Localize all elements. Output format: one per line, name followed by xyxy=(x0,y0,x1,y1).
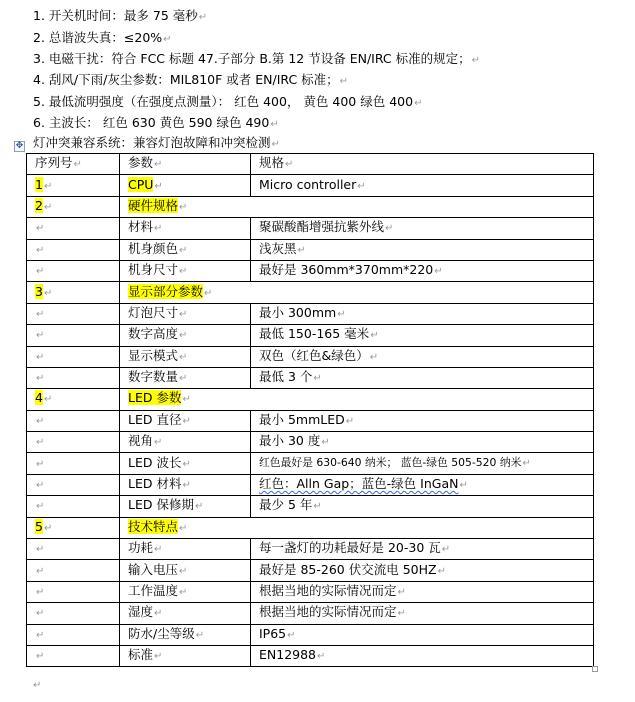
table-section-row xyxy=(27,517,594,538)
param-cell-text: LED 直径 xyxy=(128,411,182,427)
table-row xyxy=(27,539,594,560)
spec-cell: 最好是 85-260 伏交流电 50HZ↵ xyxy=(251,560,594,581)
table-header-row xyxy=(27,154,594,175)
spec-cell: Micro controller↵ xyxy=(251,175,594,196)
spec-table xyxy=(26,153,594,667)
table-row xyxy=(27,624,594,645)
spec-cell-text: IP65 xyxy=(259,625,287,641)
serial-cell: ↵ xyxy=(27,624,120,645)
serial-cell: ↵ xyxy=(27,410,120,431)
param-cell-text: 湿度 xyxy=(128,604,154,620)
spec-cell: 红色最好是 630-640 纳米； 蓝色-绿色 505-520 纳米↵ xyxy=(251,453,594,474)
table-row xyxy=(27,367,594,388)
spec-cell-text: 最小 30 度 xyxy=(259,433,321,449)
param-cell-text: 硬件规格 xyxy=(128,197,179,213)
serial-cell: ↵ xyxy=(27,581,120,602)
table-row xyxy=(27,175,594,196)
param-cell: LED 直径↵ xyxy=(120,410,251,431)
spec-cell-text: 最好是 360mm*370mm*220 xyxy=(259,262,434,278)
serial-cell: ↵ xyxy=(27,239,120,260)
spec-cell: 最好是 360mm*370mm*220↵ xyxy=(251,260,594,281)
param-cell-text: 视角 xyxy=(128,433,154,449)
table-section-row xyxy=(27,282,594,303)
spec-cell: IP65↵ xyxy=(251,624,594,645)
param-cell: 输入电压↵ xyxy=(120,560,251,581)
serial-cell: ↵ xyxy=(27,603,120,624)
spec-cell: 最低 150-165 毫米↵ xyxy=(251,325,594,346)
param-cell-text: LED 保修期 xyxy=(128,497,194,513)
intro-line: 3. 电磁干扰：符合 FCC 标题 47.子部分 B.第 12 节设备 EN/IRC 标准的规定；↵ xyxy=(33,51,480,66)
serial-cell: 4↵ xyxy=(27,389,120,410)
spec-cell: EN12988↵ xyxy=(251,645,594,666)
spec-cell-text: EN12988 xyxy=(259,647,317,663)
param-cell-text: LED 波长 xyxy=(128,454,182,470)
spec-cell: 最小 300mm↵ xyxy=(251,303,594,324)
param-cell: 数字数量↵ xyxy=(120,367,251,388)
serial-cell: ↵ xyxy=(27,303,120,324)
serial-cell: 5↵ xyxy=(27,517,120,538)
param-cell: 技术特点↵ xyxy=(120,517,594,538)
spec-cell-text: 红色：Alln Gap；蓝色-绿色 InGaN xyxy=(259,476,459,492)
param-cell-text: LED 材料 xyxy=(128,476,182,492)
table-row xyxy=(27,560,594,581)
spec-cell-text: 最小 300mm xyxy=(259,304,337,320)
spec-cell: 双色（红色&绿色）↵ xyxy=(251,346,594,367)
param-cell-text: 灯泡尺寸 xyxy=(128,304,179,320)
spec-cell: 根据当地的实际情况而定↵ xyxy=(251,581,594,602)
serial-cell: 2↵ xyxy=(27,196,120,217)
table-section-row xyxy=(27,389,594,410)
serial-cell: ↵ xyxy=(27,218,120,239)
intro-line: 灯冲突兼容系统：兼容灯泡故障和冲突检测↵ xyxy=(33,135,280,150)
table-row xyxy=(27,581,594,602)
param-cell: 材料↵ xyxy=(120,218,251,239)
serial-cell: ↵ xyxy=(27,496,120,517)
spec-cell-text: 根据当地的实际情况而定 xyxy=(259,604,397,620)
param-cell-text: 工作温度 xyxy=(128,583,179,598)
spec-cell-text: 红色最好是 630-640 纳米； 蓝色-绿色 505-520 纳米 xyxy=(259,456,522,470)
serial-cell: 1↵ xyxy=(27,175,120,196)
param-cell: 机身尺寸↵ xyxy=(120,260,251,281)
serial-cell: ↵ xyxy=(27,367,120,388)
intro-line: 2. 总谐波失真：≤20%↵ xyxy=(33,30,172,45)
param-cell: 视角↵ xyxy=(120,432,251,453)
param-cell: LED 波长↵ xyxy=(120,453,251,474)
table-row xyxy=(27,603,594,624)
table-row xyxy=(27,496,594,517)
param-cell-text: 机身颜色 xyxy=(128,240,179,256)
header-cell: 参数↵ xyxy=(120,154,251,175)
serial-cell: 3↵ xyxy=(27,282,120,303)
spec-cell: 红色：Alln Gap；蓝色-绿色 InGaN↵ xyxy=(251,474,594,495)
table-row xyxy=(27,645,594,666)
intro-line: 4. 刮风/下雨/灰尘参数：MIL810F 或者 EN/IRC 标准；↵ xyxy=(33,72,349,87)
serial-cell: ↵ xyxy=(27,645,120,666)
header-cell: 序列号↵ xyxy=(27,154,120,175)
table-row xyxy=(27,410,594,431)
serial-cell-text: 4 xyxy=(35,390,43,406)
spec-cell-text: Micro controller xyxy=(259,176,357,192)
param-cell-text: 数字数量 xyxy=(128,369,179,385)
param-cell-text: 机身尺寸 xyxy=(128,262,179,278)
spec-cell-text: 根据当地的实际情况而定 xyxy=(259,583,397,598)
serial-cell-text: 5 xyxy=(35,518,43,534)
table-row xyxy=(27,432,594,453)
intro-line: 5. 最低流明强度（在强度点测量）： 红色 400， 黄色 400 绿色 400↵ xyxy=(33,94,423,109)
spec-cell: 最少 5 年↵ xyxy=(251,496,594,517)
trailing-paragraph-mark: ↵ xyxy=(33,680,42,691)
param-cell-text: LED 参数 xyxy=(128,390,182,406)
serial-cell: ↵ xyxy=(27,560,120,581)
param-cell: 工作温度↵ xyxy=(120,581,251,602)
spec-cell: 浅灰黑↵ xyxy=(251,239,594,260)
spec-cell: 聚碳酸酯增强抗紫外线↵ xyxy=(251,218,594,239)
header-cell: 规格↵ xyxy=(251,154,594,175)
param-cell-text: 输入电压 xyxy=(128,561,179,577)
spec-cell-text: 最低 150-165 毫米 xyxy=(259,326,370,342)
param-cell: CPU↵ xyxy=(120,175,251,196)
param-cell: 标准↵ xyxy=(120,645,251,666)
param-cell: 显示部分参数↵ xyxy=(120,282,594,303)
serial-cell-text: 3 xyxy=(35,283,43,299)
serial-cell: ↵ xyxy=(27,346,120,367)
table-section-row xyxy=(27,196,594,217)
param-cell: 显示模式↵ xyxy=(120,346,251,367)
spec-cell-text: 最好是 85-260 伏交流电 50HZ xyxy=(259,561,437,577)
spec-cell: 每一盏灯的功耗最好是 20-30 瓦↵ xyxy=(251,539,594,560)
param-cell: 功耗↵ xyxy=(120,539,251,560)
param-cell-text: CPU xyxy=(128,176,154,192)
table-row xyxy=(27,303,594,324)
param-cell-text: 防水/尘等级 xyxy=(128,625,195,641)
serial-cell: ↵ xyxy=(27,453,120,474)
table-row xyxy=(27,474,594,495)
serial-cell: ↵ xyxy=(27,539,120,560)
param-cell: 硬件规格↵ xyxy=(120,196,594,217)
param-cell: 湿度↵ xyxy=(120,603,251,624)
table-row xyxy=(27,239,594,260)
spec-cell-text: 最少 5 年 xyxy=(259,497,313,513)
param-cell-text: 标准 xyxy=(128,647,154,663)
param-cell: 防水/尘等级↵ xyxy=(120,624,251,645)
serial-cell: ↵ xyxy=(27,474,120,495)
table-row xyxy=(27,325,594,346)
table-resize-handle-icon[interactable] xyxy=(592,666,598,672)
spec-cell-text: 聚碳酸酯增强抗紫外线 xyxy=(259,219,385,235)
param-cell: LED 参数↵ xyxy=(120,389,594,410)
param-cell: 灯泡尺寸↵ xyxy=(120,303,251,324)
serial-cell-text: 2 xyxy=(35,197,43,213)
serial-cell: ↵ xyxy=(27,325,120,346)
table-row xyxy=(27,260,594,281)
spec-cell-text: 最低 3 个 xyxy=(259,369,313,385)
spec-cell: 最低 3 个↵ xyxy=(251,367,594,388)
spec-cell: 根据当地的实际情况而定↵ xyxy=(251,603,594,624)
param-cell-text: 显示部分参数 xyxy=(128,283,204,299)
param-cell-text: 技术特点 xyxy=(128,518,179,534)
param-cell: LED 材料↵ xyxy=(120,474,251,495)
table-row xyxy=(27,453,594,474)
table-row xyxy=(27,218,594,239)
serial-cell: ↵ xyxy=(27,260,120,281)
param-cell-text: 数字高度 xyxy=(128,326,179,342)
spec-cell: 最小 5mmLED↵ xyxy=(251,410,594,431)
param-cell: LED 保修期↵ xyxy=(120,496,251,517)
param-cell: 机身颜色↵ xyxy=(120,239,251,260)
param-cell-text: 功耗 xyxy=(128,540,154,556)
spec-cell-text: 每一盏灯的功耗最好是 20-30 瓦 xyxy=(259,540,441,556)
intro-line: 1. 开关机时间：最多 75 毫秒↵ xyxy=(33,8,208,23)
serial-cell: ↵ xyxy=(27,432,120,453)
param-cell: 数字高度↵ xyxy=(120,325,251,346)
param-cell-text: 显示模式 xyxy=(128,347,179,363)
spec-cell-text: 双色（红色&绿色） xyxy=(259,347,369,363)
spec-cell-text: 最小 5mmLED xyxy=(259,411,345,427)
serial-cell-text: 1 xyxy=(35,176,43,192)
spec-cell: 最小 30 度↵ xyxy=(251,432,594,453)
spec-cell-text: 浅灰黑 xyxy=(259,240,297,256)
table-row xyxy=(27,346,594,367)
table-move-handle-icon[interactable]: ✥ xyxy=(15,141,24,151)
intro-line: 6. 主波长： 红色 630 黄色 590 绿色 490↵ xyxy=(33,115,279,130)
param-cell-text: 材料 xyxy=(128,219,154,235)
